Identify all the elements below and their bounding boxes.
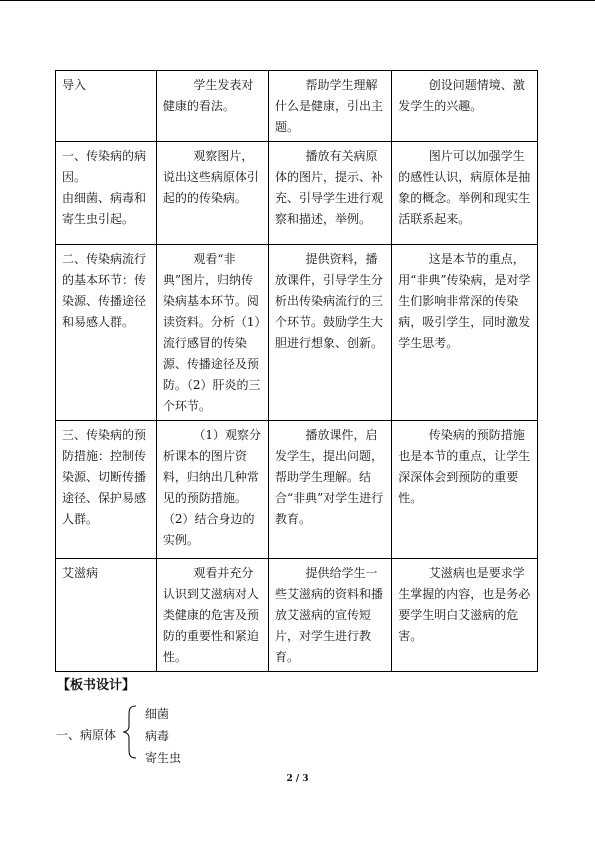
table-row: [56, 142, 538, 245]
table-cell: [268, 245, 391, 421]
cell-text: （1）观察分析课本的图片资料，归纳出几种常见的预防措施。 （2）结合身边的实例。: [162, 428, 262, 547]
table-cell: [156, 142, 268, 245]
board-design-label: 一、病原体: [56, 728, 117, 742]
table-row: [56, 71, 538, 142]
table-cell: [156, 245, 268, 421]
lesson-plan-table: [55, 70, 538, 672]
table-cell: [268, 421, 391, 559]
table-cell: [56, 559, 157, 672]
table-cell: [56, 245, 157, 421]
curly-brace-icon: [120, 704, 142, 760]
cell-text: 艾滋病也是要求学生掌握的内容，也是务必要学生明白艾滋病的危害。: [398, 566, 531, 643]
cell-text: 播放课件，启发学生，提出问题，帮助学生理解。结合“非典”对学生进行教育。: [274, 428, 384, 526]
cell-text: 创设问题情境、激发学生的兴趣。: [398, 78, 525, 113]
cell-text: 观察图片，说出这些病原体引起的的传染病。: [162, 149, 259, 205]
table-cell: [156, 559, 268, 672]
board-design-item: 寄生虫: [145, 751, 182, 765]
table-cell: [268, 142, 391, 245]
top-rule: [0, 0, 595, 1]
table-cell: [392, 245, 538, 421]
cell-text: 学生发表对健康的看法。: [162, 78, 254, 113]
board-design-item: 病毒: [145, 729, 170, 743]
table-row: [56, 245, 538, 421]
cell-text: 帮助学生理解什么是健康，引出主题。: [274, 78, 383, 134]
board-design-item: 细菌: [145, 707, 170, 721]
table-cell: [268, 71, 391, 142]
page-number: 2 / 3: [286, 774, 309, 784]
table-cell: [268, 559, 391, 672]
cell-text: 传染病的预防措施也是本节的重点，让学生深深体会到预防的重要性。: [398, 428, 531, 505]
cell-text: 观看并充分认识到艾滋病对人类健康的危害及预防的重要性和紧迫性。: [162, 566, 259, 664]
cell-text: 图片可以加强学生的感性认识，病原体是抽象的概念。举例和现实生活联系起来。: [398, 149, 531, 226]
table-cell: [56, 142, 157, 245]
cell-text: 一、传染病的病因。 由细菌、病毒和寄生虫引起。: [62, 149, 147, 226]
table-cell: [56, 421, 157, 559]
table-cell: [392, 71, 538, 142]
cell-text: 艾滋病: [62, 566, 99, 580]
cell-text: 提供给学生一些艾滋病的资料和播放艾滋病的宣传短片，对学生进行教育。: [274, 566, 383, 664]
table-cell: [392, 142, 538, 245]
table-cell: [156, 71, 268, 142]
cell-text: 二、传染病流行的基本环节：传染源、传播途径和易感人群。: [62, 252, 147, 329]
table-row: [56, 421, 538, 559]
table-cell: [156, 421, 268, 559]
cell-text: 播放有关病原体的图片，提示、补充、引导学生进行观察和描述，举例。: [274, 149, 383, 226]
cell-text: 这是本节的重点，用“非典”传染病，是对学生们影响非常深的传染病，吸引学生，同时激发学生思考。: [398, 252, 531, 350]
board-design-heading: 【板书设计】: [57, 678, 136, 693]
cell-text: 提供资料，播放课件，引导学生分析出传染病流行的三个环节。鼓励学生大胆进行想象、创新。: [274, 252, 383, 350]
cell-text: 观看“非典”图片，归纳传染病基本环节。阅读资料。分析（1）流行感冒的传染源、传播途径及预防。（2）肝炎的三个环节。: [162, 252, 261, 413]
table-cell: [392, 421, 538, 559]
cell-text: 导入: [62, 78, 87, 92]
table-cell: [56, 71, 157, 142]
table-cell: [392, 559, 538, 672]
table-row: [56, 559, 538, 672]
cell-text: 三、传染病的预防措施：控制传染源、切断传播途径、保护易感人群。: [62, 428, 147, 526]
